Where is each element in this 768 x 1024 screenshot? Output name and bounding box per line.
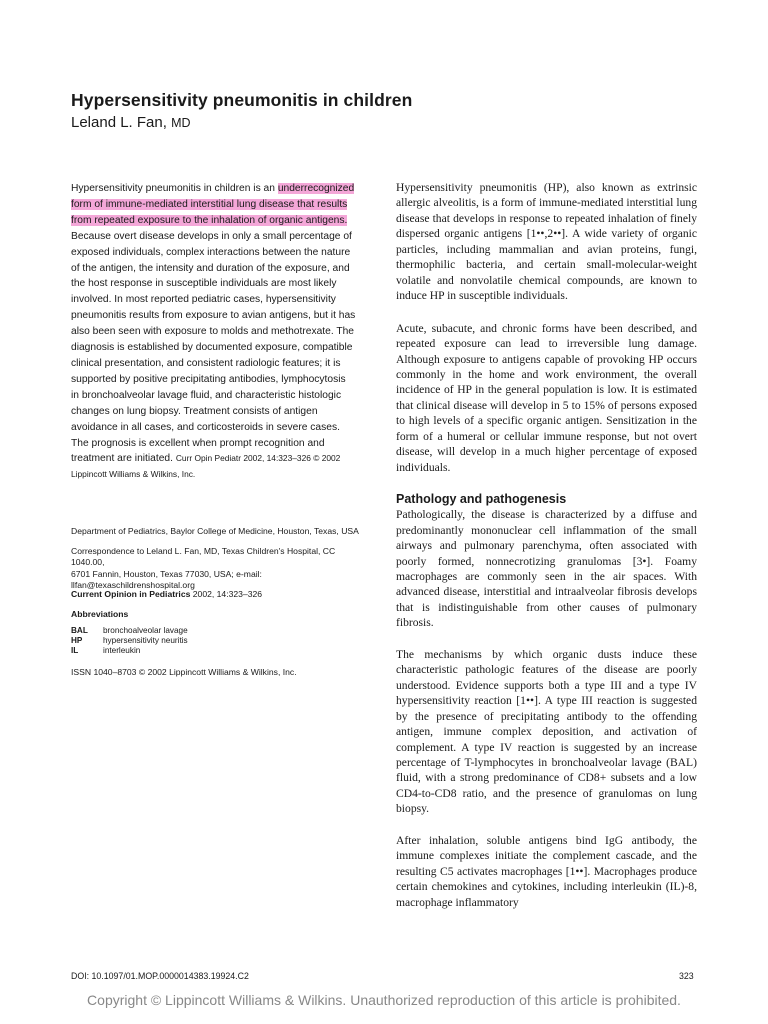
abstract-text: of the antigen, the intensity and duration of the exposure, and [71, 262, 350, 274]
abstract-text: avoidance in all cases, and corticosteroids in severe cases. [71, 421, 340, 433]
journal-reference [71, 589, 371, 599]
abstract-highlight: from repeated exposure to the inhalation of organic antigens. [71, 214, 348, 226]
abstract-lines [71, 181, 371, 451]
abstract-text: in bronchoalveolar lavage fluid, and characteristic histologic [71, 389, 342, 401]
correspondence [71, 546, 371, 591]
abstract-line [71, 420, 371, 436]
abstract-text: diagnosis is established by documented exposure, compatible [71, 342, 353, 354]
abstract-text: involved. In most reported pediatric cases, hypersensitivity [71, 294, 336, 306]
body-paragraph: After inhalation, soluble antigens bind IgG antibody, the immune complexes initiate the complement cascade, and the resulting C5 activates macrophages [1••]. Macrophages produce certain chemokines and cytokines, including interleukin (IL)-8, macrophage inflammatory [396, 833, 697, 909]
body-paragraph: The mechanisms by which organic dusts induce these characteristic pathologic features of the disease are poorly understood. Evidence supports both a type III and a type IV hypersensitivity reaction [1••]. A type III reaction is suggested by the presence of precipitating antibody to the offending antigen, immune complex deposition, and activation of complement. A type IV reaction is suggested by an increase percentage of T-lymphocytes in bronchoalveolar lavage (BAL) fluid, with a strong predominance of CD8+ subsets and a low CD4-to-CD8 ratio, and the presence of granulomas on lung biopsy. [396, 647, 697, 816]
abstract-line [71, 388, 371, 404]
abbreviations-title: Abbreviations [71, 609, 129, 619]
abbreviation-row [71, 626, 188, 636]
section-heading: Pathology and pathogenesis [396, 492, 567, 507]
abstract-publisher: Lippincott Williams & Wilkins, Inc. [71, 469, 196, 480]
author-name: Leland L. Fan, [71, 114, 167, 131]
abbreviation-value: bronchoalveolar lavage [103, 626, 188, 635]
abstract-highlight: underrecognized [277, 183, 355, 194]
author-line [71, 114, 191, 131]
abbreviation-row [71, 646, 188, 656]
abstract-line [71, 372, 371, 388]
body-paragraph: Pathologically, the disease is characterized by a diffuse and predominantly mononuclear cell inflammation of the small airways and pulmonary parenchyma, often associated with poorly formed, nonnecrotizing granulomas [3•]. Foamy macrophages are commonly seen in the air spaces. With advanced disease, interstitial and intraalveolar fibrosis develops that is indistinguishable from other causes of pulmonary fibrosis. [396, 508, 697, 630]
body-paragraph: Hypersensitivity pneumonitis (HP), also known as extrinsic allergic alveolitis, is a form of immune-mediated interstitial lung disease that develops in response to repeated inhalation of finely dispersed organic antigens [1••,2••]. A wide variety of organic particles, including mammalian and avian proteins, fungi, thermophilic bacteria, and certain small-molecular-weight volatile and nonvolatile chemical compounds, are known to induce HP in susceptible individuals. [396, 181, 697, 303]
abstract-line [71, 356, 371, 372]
abstract-text: supported by positive precipitating antibodies, lymphocytosis [71, 373, 346, 385]
affiliation: Department of Pediatrics, Baylor College of Medicine, Houston, Texas, USA [71, 526, 359, 536]
issn-line: ISSN 1040–8703 © 2002 Lippincott Williams & Wilkins, Inc. [71, 667, 297, 677]
abstract-text: exposed individuals, complex interactions between the nature [71, 246, 351, 258]
abstract-last-line [71, 451, 371, 467]
correspondence-line: Correspondence to Leland L. Fan, MD, Texas Children's Hospital, CC 1040.00, [71, 546, 336, 568]
body-column [396, 180, 697, 926]
journal-name: Current Opinion in Pediatrics [71, 589, 191, 599]
abbreviations-list [71, 626, 188, 657]
abstract-highlight: form of immune-mediated interstitial lung disease that results [71, 198, 348, 210]
correspondence-email: llfan@texaschildrenshospital.org [71, 579, 195, 590]
abstract-line [71, 213, 371, 229]
abstract-line [71, 276, 371, 292]
author-degree: MD [171, 116, 191, 130]
abstract [71, 181, 371, 483]
correspondence-line: 6701 Fannin, Houston, Texas 77030, USA; e-mail: [71, 568, 262, 579]
abstract-citation: Curr Opin Pediatr 2002, 14:323–326 © 2002 [175, 453, 341, 464]
abbreviation-row [71, 636, 188, 646]
copyright-banner: Copyright © Lippincott Williams & Wilkins. Unauthorized reproduction of this article is prohibited. [87, 992, 681, 1008]
journal-volume: 2002, 14:323–326 [190, 589, 263, 599]
abstract-text: clinical presentation, and consistent radiologic features; it is [71, 357, 341, 369]
abstract-text: changes on lung biopsy. Treatment consists of antigen [71, 405, 318, 417]
article-title: Hypersensitivity pneumonitis in children [71, 90, 413, 110]
abbreviation-value: interleukin [103, 646, 141, 656]
abstract-line [71, 261, 371, 277]
abstract-line [71, 404, 371, 420]
abstract-line [71, 229, 371, 245]
page-number: 323 [679, 971, 694, 981]
abstract-text: Hypersensitivity pneumonitis in children is an [71, 183, 278, 194]
abbreviation-key: BAL [71, 626, 88, 635]
abbreviation-key: HP [71, 636, 83, 646]
abbreviation-key: IL [71, 646, 79, 656]
abstract-text: Because overt disease develops in only a small percentage of [71, 230, 352, 242]
abstract-text: the host response in susceptible individuals are most likely [71, 278, 337, 290]
body-paragraph: Acute, subacute, and chronic forms have been described, and repeated exposure can lead to irreversible lung damage. Although exposure to antigens capable of provoking HP occurs commonly in the home and work environment, the overall incidence of HP in the general population is low. It is estimated that clinical disease will develop in 5 to 15% of persons exposed to high levels of a specific organic antigen. Sensitization in the form of a humeral or cellular immune response, but not overt disease, will develop in a much higher percentage of exposed individuals. [396, 321, 697, 474]
abstract-line [71, 324, 371, 340]
abstract-line [71, 197, 371, 213]
abstract-last-text: treatment are initiated. [71, 453, 173, 465]
abstract-text: The prognosis is excellent when prompt recognition and [71, 437, 325, 449]
abstract-line [71, 181, 371, 197]
abstract-text: pneumonitis results from exposure to avian antigens, but it has [71, 310, 356, 322]
doi: DOI: 10.1097/01.MOP.0000014383.19924.C2 [71, 971, 249, 981]
abstract-text: also been seen with exposure to molds and methotrexate. The [71, 326, 354, 338]
abstract-line [71, 292, 371, 308]
abstract-line [71, 436, 371, 452]
abstract-line [71, 245, 371, 261]
abstract-line [71, 340, 371, 356]
abbreviation-value: hypersensitivity neuritis [103, 636, 188, 646]
abstract-line [71, 308, 371, 324]
